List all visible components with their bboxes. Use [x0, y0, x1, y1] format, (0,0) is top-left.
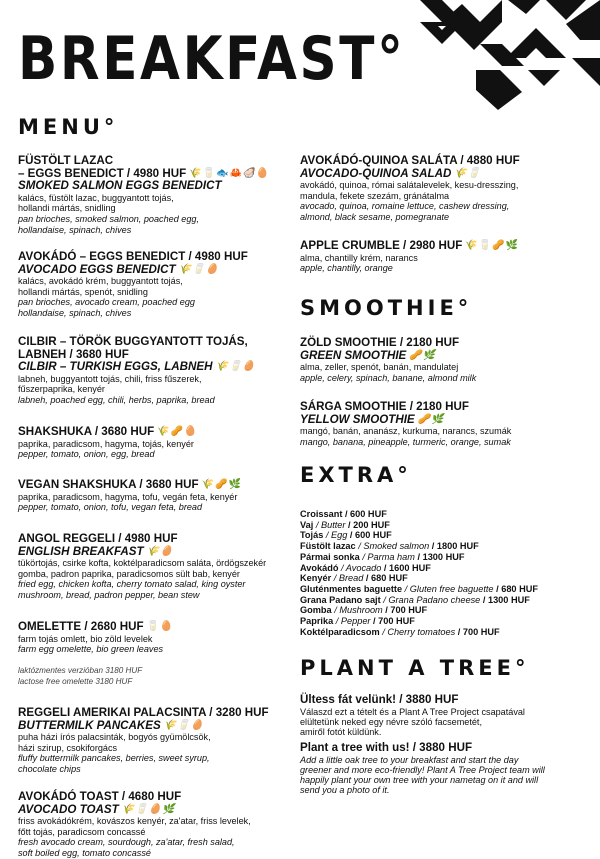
allergen-icons: 🥜🌿: [409, 349, 437, 361]
item-title: FÜSTÖLT LAZAC: [18, 154, 114, 167]
plant-title-hu: Ültess fát velünk! / 3880 HUF: [300, 693, 459, 706]
menu-item-pancakes: [18, 707, 300, 775]
list-item: Gomba / Mushroom / 700 HUF: [300, 605, 428, 616]
item-title: AVOKÁDÓ-QUINOA SALÁTA / 4880 HUF: [300, 154, 520, 167]
item-desc-hu: mangó, banán, ananász, kurkuma, narancs, szumák: [300, 426, 512, 436]
item-desc-hu: gomba, padron paprika, paradicsomos sült bab, kenyér: [18, 568, 240, 579]
item-title: AVOKÁDÓ – EGGS BENEDICT / 4980 HUF: [18, 250, 248, 263]
item-title-line2: – EGGS BENEDICT / 4980 HUF: [18, 166, 187, 180]
list-item: Kenyér / Bread / 680 HUF: [300, 573, 408, 584]
allergen-icons: 🌾🥛🥚: [163, 719, 205, 731]
menu-item-yellow-smoothie: [300, 401, 590, 447]
allergen-icons: 🌾🥛🐟🦀🦪🥚: [189, 167, 270, 179]
menu-heading: MENU°: [18, 115, 119, 139]
lactose-note: [18, 666, 296, 687]
menu-item-english-breakfast: [18, 533, 296, 601]
allergen-icons: 🥜🌿: [417, 413, 445, 425]
list-item: Gluténmentes baguette / Gluten free baguette / 680 HUF: [300, 583, 538, 594]
item-desc-hu: házi szirup, csokiforgács: [18, 742, 118, 753]
page-title: BREAKFAST°: [18, 24, 406, 94]
item-desc-en: almond, black sesame, pomegranate: [300, 212, 450, 223]
allergen-icons: 🌾🥜🌿: [201, 479, 242, 490]
item-title: REGGELI AMERIKAI PALACSINTA / 3280 HUF: [18, 706, 269, 719]
item-title: ANGOL REGGELI / 4980 HUF: [18, 532, 178, 545]
plant-text: amiről fotót küldünk.: [300, 726, 382, 737]
item-desc-hu: főtt tojás, paradicsom concassé: [18, 826, 146, 837]
item-desc-en: chocolate chips: [18, 764, 81, 775]
item-desc-hu: puha házi írós palacsinták, bogyós gyümölcsök,: [18, 732, 211, 742]
item-desc-en: avocado, quinoa, romaine lettuce, cashew dressing,: [300, 201, 510, 212]
plant-text: Válaszd ezt a tételt és a Plant A Tree Project csapatával: [300, 706, 525, 717]
list-item: Pármai sonka / Parma ham / 1300 HUF: [300, 551, 465, 562]
item-desc-en: fluffy buttermilk pancakes, berries, sweet syrup,: [18, 753, 210, 764]
plant-text: elültetünk neked egy névre szóló facsemetét,: [300, 716, 482, 727]
item-title-en: CILBIR – TURKISH EGGS, LABNEH: [18, 360, 213, 373]
plant-title-en: Plant a tree with us! / 3880 HUF: [300, 741, 473, 754]
item-title: VEGAN SHAKSHUKA / 3680 HUF: [18, 478, 199, 491]
allergen-icons: 🌾🥛: [454, 167, 482, 179]
item-desc-hu: farm tojás omlett, bio zöld levelek: [18, 633, 153, 644]
allergen-icons: 🌾🥜🥚: [157, 426, 198, 437]
item-title-en: ENGLISH BREAKFAST: [18, 544, 144, 558]
menu-item-salmon-benedict: [18, 155, 296, 235]
menu-item-green-smoothie: [300, 337, 590, 383]
plant-text: Add a little oak tree to your breakfast and start the day: [300, 754, 519, 765]
menu-item-vegan-shakshuka: [18, 479, 296, 513]
item-desc-hu: hollandi mártás, spenót, snidling: [18, 286, 148, 297]
extra-heading: EXTRA°: [300, 463, 412, 487]
item-title-line2: LABNEH / 3680 HUF: [18, 347, 129, 361]
item-title: ZÖLD SMOOTHIE / 2180 HUF: [300, 336, 460, 349]
item-title-en: AVOCADO EGGS BENEDICT: [18, 262, 176, 276]
item-desc-en: labneh, poached egg, chili, herbs, paprika, bread: [18, 394, 215, 405]
brand-logo-pattern: [416, 0, 600, 110]
item-title: AVOKÁDÓ TOAST / 4680 HUF: [18, 790, 182, 803]
item-desc-hu: labneh, buggyantott tojás, chili, friss fűszerek,: [18, 373, 202, 384]
plant-text: send you a photo of it.: [300, 785, 390, 796]
menu-item-avocado-toast: [18, 791, 300, 859]
item-desc-en: soft boiled egg, tomato concassé: [18, 848, 151, 859]
item-title-en: BUTTERMILK PANCAKES: [18, 718, 161, 732]
list-item: Füstölt lazac / Smoked salmon / 1800 HUF: [300, 541, 479, 552]
plant-text: greener and more eco-friendly! Plant A Tree Project team will: [300, 764, 545, 775]
note-en: lactose free omelette 3180 HUF: [18, 676, 133, 686]
item-desc-hu: paprika, paradicsom, hagyma, tofu, vegán feta, kenyér: [18, 491, 238, 502]
smoothie-heading: SMOOTHIE°: [300, 296, 473, 320]
menu-item-quinoa-salad: [300, 155, 590, 223]
menu-item-apple-crumble: [300, 240, 590, 274]
allergen-icons: 🌾🥛🥚: [215, 361, 256, 372]
item-desc-hu: kalács, füstölt lazac, buggyantott tojás,: [18, 192, 174, 203]
list-item: Tojás / Egg / 600 HUF: [300, 530, 392, 541]
plant-a-tree-en: [300, 742, 595, 795]
item-desc-hu: alma, chantilly krém, narancs: [300, 252, 418, 263]
item-title-en: YELLOW SMOOTHIE: [300, 412, 415, 426]
item-title-en: SMOKED SALMON EGGS BENEDICT: [18, 179, 222, 192]
item-title-en: AVOCADO-QUINOA SALAD: [300, 166, 452, 180]
item-desc-en: mushroom, bread, padron pepper, bean stew: [18, 590, 200, 601]
item-desc-en: pepper, tomato, onion, tofu, vegan feta, bread: [18, 502, 203, 513]
item-desc-hu: fűszerpaprika, kenyér: [18, 384, 105, 395]
item-desc-en: pan brioches, avocado cream, poached egg: [18, 297, 195, 308]
allergen-icons: 🌾🥛🥜🌿: [465, 240, 520, 251]
item-desc-en: farm egg omelette, bio green leaves: [18, 644, 164, 655]
allergen-icons: 🌾🥛🥚🌿: [121, 803, 176, 815]
item-desc-en: mango, banana, pineapple, turmeric, orange, sumak: [300, 436, 511, 447]
item-title: SHAKSHUKA / 3680 HUF: [18, 425, 155, 438]
note-hu: laktózmentes verzióban 3180 HUF: [18, 666, 143, 675]
menu-item-cilbir: [18, 336, 296, 406]
item-desc-hu: paprika, paradicsom, hagyma, tojás, kenyér: [18, 438, 194, 449]
list-item: Vaj / Butter / 200 HUF: [300, 519, 390, 530]
plant-heading: PLANT A TREE°: [300, 656, 530, 680]
item-desc-en: pan brioches, smoked salmon, poached egg,: [18, 213, 199, 224]
allergen-icons: 🌾🥚: [146, 545, 174, 557]
item-title-en: GREEN SMOOTHIE: [300, 348, 407, 362]
item-desc-hu: hollandi mártás, snidling: [18, 203, 116, 214]
menu-item-shakshuka: [18, 426, 296, 460]
list-item: Croissant / 600 HUF: [300, 509, 387, 519]
item-desc-hu: avokádó, quinoa, római salátalevelek, kesu-dresszing,: [300, 180, 519, 190]
allergen-icons: 🌾🥛🥚: [178, 263, 219, 275]
item-title: OMELETTE / 2680 HUF: [18, 620, 144, 633]
extras-list: [300, 509, 595, 637]
item-desc-hu: mandula, fekete szezám, gránátalma: [300, 190, 450, 201]
plant-a-tree-hu: [300, 694, 595, 737]
list-item: Grana Padano sajt / Grana Padano cheese / 1300 HUF: [300, 594, 530, 605]
menu-item-avocado-benedict: [18, 251, 296, 319]
item-title: CILBIR – TÖRÖK BUGGYANTOTT TOJÁS,: [18, 335, 248, 348]
menu-item-omelette: [18, 621, 296, 655]
item-desc-en: pepper, tomato, onion, egg, bread: [18, 449, 155, 460]
item-desc-hu: tükörtojás, csirke kofta, koktélparadicsom saláta, ördögszekér: [18, 558, 267, 568]
item-title: SÁRGA SMOOTHIE / 2180 HUF: [300, 400, 469, 413]
list-item: Avokádó / Avocado / 1600 HUF: [300, 562, 431, 573]
item-desc-en: fried egg, chicken kofta, cherry tomato salad, king oyster: [18, 579, 246, 590]
item-desc-hu: friss avokádókrém, kovászos kenyér, za'atar, friss levelek,: [18, 816, 251, 826]
item-desc-hu: kalács, avokádó krém, buggyantott tojás,: [18, 276, 183, 286]
allergen-icons: 🥛🥚: [146, 621, 174, 632]
item-desc-en: apple, chantilly, orange: [300, 263, 393, 274]
item-desc-hu: alma, zeller, spenót, banán, mandulatej: [300, 362, 459, 372]
item-title: APPLE CRUMBLE / 2980 HUF: [300, 239, 463, 252]
list-item: Paprika / Pepper / 700 HUF: [300, 616, 415, 627]
list-item: Koktélparadicsom / Cherry tomatoes / 700 HUF: [300, 626, 500, 637]
item-title-en: AVOCADO TOAST: [18, 802, 119, 816]
item-desc-en: fresh avocado cream, sourdough, za'atar, fresh salad,: [18, 837, 235, 848]
item-desc-en: apple, celery, spinach, banane, almond milk: [300, 372, 477, 383]
item-desc-en: hollandaise, spinach, chives: [18, 224, 132, 235]
item-desc-en: hollandaise, spinach, chives: [18, 308, 132, 319]
plant-text: happily plant your own tree with your nametag on it and will: [300, 774, 539, 785]
